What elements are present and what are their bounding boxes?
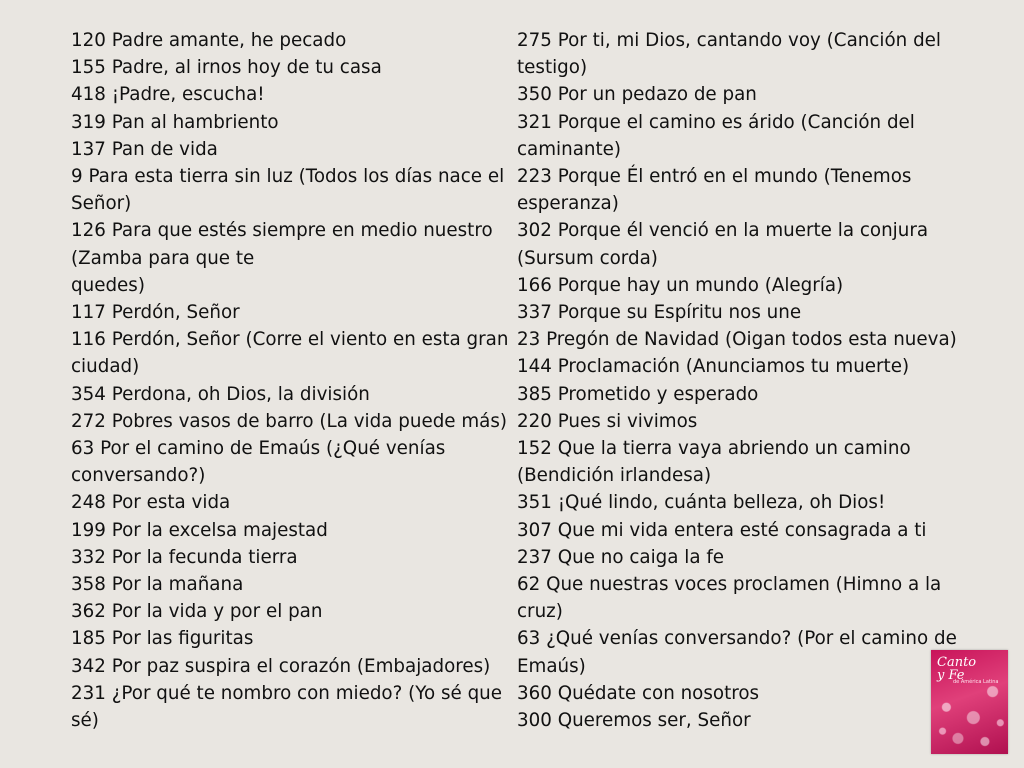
song-entry: 321 Porque el camino es árido (Canción del caminante) [517, 111, 915, 160]
song-entry: 360 Quédate con nosotros [517, 682, 760, 704]
song-entry: 62 Que nuestras voces proclamen (Himno a la cruz) [517, 574, 942, 623]
song-list-right [517, 27, 964, 734]
song-entry: 199 Por la excelsa majestad [71, 519, 328, 541]
song-entry: 385 Prometido y esperado [517, 383, 759, 405]
cover-subtitle: de América Latina [953, 679, 999, 685]
song-entry: 152 Que la tierra vaya abriendo un camino (Bendición irlandesa) [517, 438, 911, 487]
song-entry: 337 Porque su Espíritu nos une [517, 302, 802, 324]
song-entry: 248 Por esta vida [71, 492, 231, 514]
song-entry: 116 Perdón, Señor (Corre el viento en esta gran ciudad) [71, 329, 509, 378]
song-entry: 300 Queremos ser, Señor [517, 710, 751, 732]
song-entry: 63 ¿Qué venías conversando? (Por el camino de Emaús) [517, 628, 957, 677]
song-entry: 272 Pobres vasos de barro (La vida puede más) [71, 410, 508, 432]
song-entry: 144 Proclamación (Anunciamos tu muerte) [517, 356, 910, 378]
song-entry: 307 Que mi vida entera esté consagrada a ti [517, 519, 927, 541]
songbook-cover-image [931, 650, 1008, 754]
song-list-left [71, 27, 513, 734]
song-entry: 362 Por la vida y por el pan [71, 601, 323, 623]
song-entry: 354 Perdona, oh Dios, la división [71, 383, 370, 405]
song-entry: 63 Por el camino de Emaús (¿Qué venías conversando?) [71, 438, 446, 487]
song-entry: 223 Porque Él entró en el mundo (Tenemos esperanza) [517, 166, 912, 215]
song-entry: 332 Por la fecunda tierra [71, 546, 298, 568]
song-entry: 231 ¿Por qué te nombro con miedo? (Yo sé que sé) [71, 682, 503, 732]
song-entry: 185 Por las figuritas [71, 628, 254, 650]
song-entry: 302 Porque él venció en la muerte la conjura (Sursum corda) [517, 220, 929, 269]
song-entry: 237 Que no caiga la fe [517, 546, 725, 568]
song-entry: 137 Pan de vida [71, 138, 218, 160]
song-entry: 155 Padre, al irnos hoy de tu casa [71, 57, 382, 79]
song-entry: 23 Pregón de Navidad (Oigan todos esta nueva) [517, 329, 957, 351]
cover-title-line1: Canto [937, 655, 977, 670]
cover-title-line2: y Fe [937, 668, 965, 683]
song-entry: 126 Para que estés siempre en medio nuestro (Zamba para que te [71, 220, 493, 269]
song-entry: 220 Pues si vivimos [517, 410, 698, 432]
song-entry: 9 Para esta tierra sin luz (Todos los días nace el Señor) [71, 166, 505, 215]
song-entry: 319 Pan al hambriento [71, 111, 279, 133]
song-entry: 418 ¡Padre, escucha! [71, 84, 265, 106]
song-entry: 117 Perdón, Señor [71, 302, 240, 324]
song-entry: 275 Por ti, mi Dios, cantando voy (Canción del testigo) [517, 30, 942, 79]
song-entry: quedes) [71, 274, 145, 296]
song-entry: 351 ¡Qué lindo, cuánta belleza, oh Dios! [517, 492, 886, 514]
song-entry: 350 Por un pedazo de pan [517, 84, 757, 106]
song-entry: 358 Por la mañana [71, 574, 244, 596]
song-entry: 342 Por paz suspira el corazón (Embajadores) [71, 655, 491, 677]
song-entry: 166 Porque hay un mundo (Alegría) [517, 274, 844, 296]
song-entry: 120 Padre amante, he pecado [71, 30, 347, 51]
